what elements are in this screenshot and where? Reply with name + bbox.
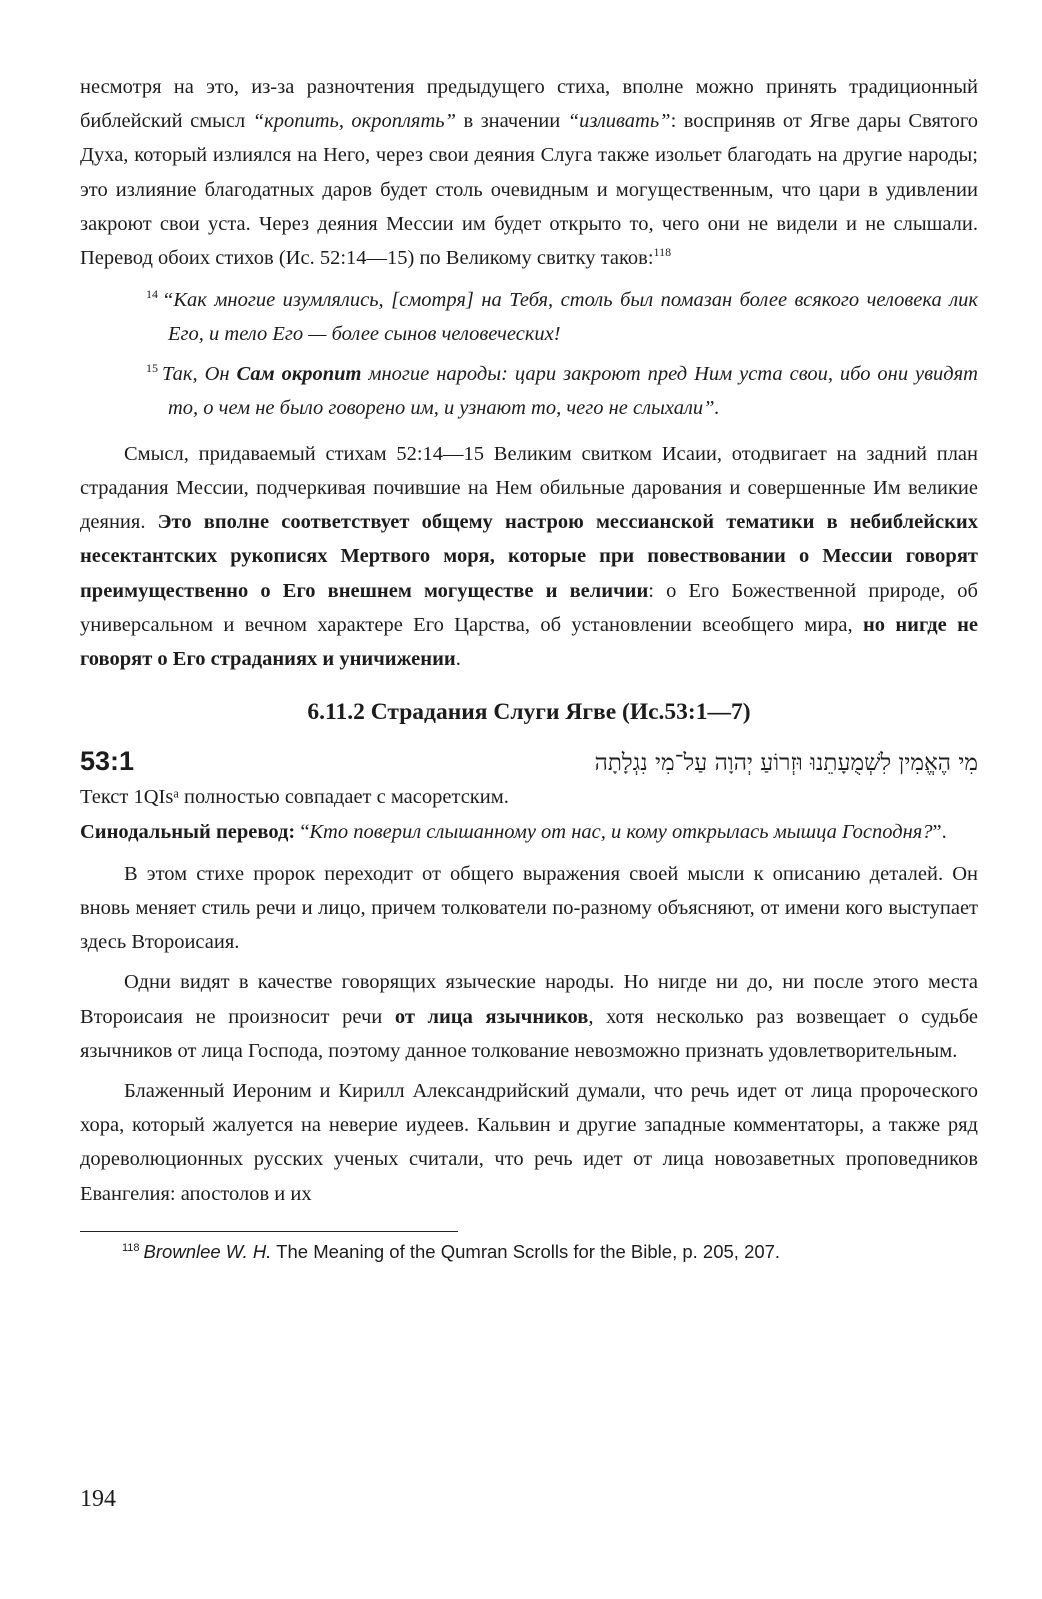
text-span: , хотя несколько раз возвещает о судьбе язычников от лица Господа, поэтому данное толкование невозможно признать удовлетворительным. (80, 1005, 979, 1062)
text-span: Смысл, придаваемый стихам 52:14—15 Великим свитком Исаии, отодвигает на задний план страдания Мессии, подчеркивая почившие на Нем обильные дарования и совершенные Им великие деяния. (80, 442, 978, 534)
hebrew-verse: מִי הֶאֱמִין לִשְׁמֻעָתֵנוּ וּזְרוֹעַ יְהוָה עַל־מִי נִגְלָתָה (594, 750, 978, 777)
verse-emphasis: Сам окропит (236, 362, 362, 385)
verse-text: “Как многие изумлялись, [смотря] на Тебя, столь был помазан более всякого человека лик Его, и тело Его — более сынов человеческих! (162, 289, 978, 346)
verse-number: 15 (146, 361, 158, 376)
text-span: несмотря на это, из-за разночтения предыдущего стиха, вполне можно принять традиционный библейский смысл (80, 76, 978, 133)
bold-text: от лица язычников (394, 1005, 589, 1028)
bold-text: Синодальный перевод: (80, 820, 296, 843)
verse-text: Так, Он (162, 362, 237, 385)
footnote-number: 118 (122, 1241, 140, 1254)
text-span: ”. (932, 820, 947, 843)
verse-number: 14 (146, 287, 158, 302)
verse-14 (146, 277, 978, 351)
section-heading: 6.11.2 Страдания Слуги Ягве (Ис.53:1—7) (307, 699, 751, 726)
text-span: : восприняв от Ягве дары Святого Духа, который излиялся на Него, через свои деяния Слуга также изольет благодать на другие народы; это излияние благодатных даров будет столь очевидным и могущественным, что цари в удивлении закроют свои уста. Через деяния Мессии им будет открыто то, чего они не видели и не слышали. Перевод обоих стихов (Ис. 52:14—15) по Великому свитку таков: (80, 110, 979, 270)
italic-quote: Кто поверил слышанному от нас, и кому открылась мышца Господня? (309, 820, 933, 843)
paragraph-7: Блаженный Иероним и Кирилл Александрийский думали, что речь идет от лица пророческого хора, который жалуется на неверие иудеев. Кальвин и другие западные комментаторы, а также ряд дореволюционных русских ученых считали, что речь идет от лица новозаветных проповедников Евангелия: апостолов и их (80, 1079, 978, 1205)
verse-header (80, 744, 978, 780)
verse-15 (146, 351, 978, 425)
paragraph-3: Текст 1QIsᵃ полностью совпадает с масоретским. (80, 786, 509, 809)
bold-text: но нигде не говорят о Его страданиях и уничижении (80, 613, 978, 671)
synodal-translation (80, 815, 978, 849)
paragraph-6 (80, 965, 978, 1068)
bold-text: Это вполне соответствует общему настрою мессианской тематики в небиблейских несектантских рукописях Мертвого моря, которые при повествовании о Мессии говорят преимущественно о Его внешнем могуществе и величии (80, 511, 978, 602)
scroll-translation-quote (80, 277, 978, 425)
paragraph-1 (80, 70, 978, 275)
text-span: в значении (456, 110, 568, 133)
text-span: Одни видят в качестве говорящих языческие народы. Но нигде ни до, ни после этого места Второисаия не произносит речи (80, 971, 978, 1028)
text-span: : о Его Божественной природе, об универсальном и вечном характере Его Царства, об установлении всеобщего мира, (80, 579, 978, 636)
italic-term: “изливать” (567, 110, 671, 133)
italic-term: “кропить, окроплять” (252, 110, 456, 133)
text-column (80, 70, 978, 1266)
page-number: 194 (80, 1486, 116, 1512)
footnote-author: Brownlee W. H. (143, 1240, 272, 1262)
verse-text: многие народы: цари закроют пред Ним уста свои, ибо они увидят то, о чем не было говорено им, и узнают то, чего не слыхали”. (168, 362, 978, 419)
footnote-divider (80, 1231, 458, 1232)
text-span: “ (295, 820, 310, 843)
text-span: . (455, 648, 461, 671)
paragraph-5: В этом стихе пророк переходит от общего выражения своей мысли к описанию деталей. Он вновь меняет стиль речи и лицо, причем толкователи по-разному объясняют, от имени кого выступает здесь Второисаия. (80, 862, 978, 954)
paragraph-2 (80, 437, 978, 676)
footnote (80, 1238, 978, 1266)
footnote-text: The Meaning of the Qumran Scrolls for the Bible, p. 205, 207. (271, 1240, 781, 1262)
verse-label: 53:1 (80, 746, 135, 777)
footnote-ref[interactable]: 118 (653, 245, 672, 260)
